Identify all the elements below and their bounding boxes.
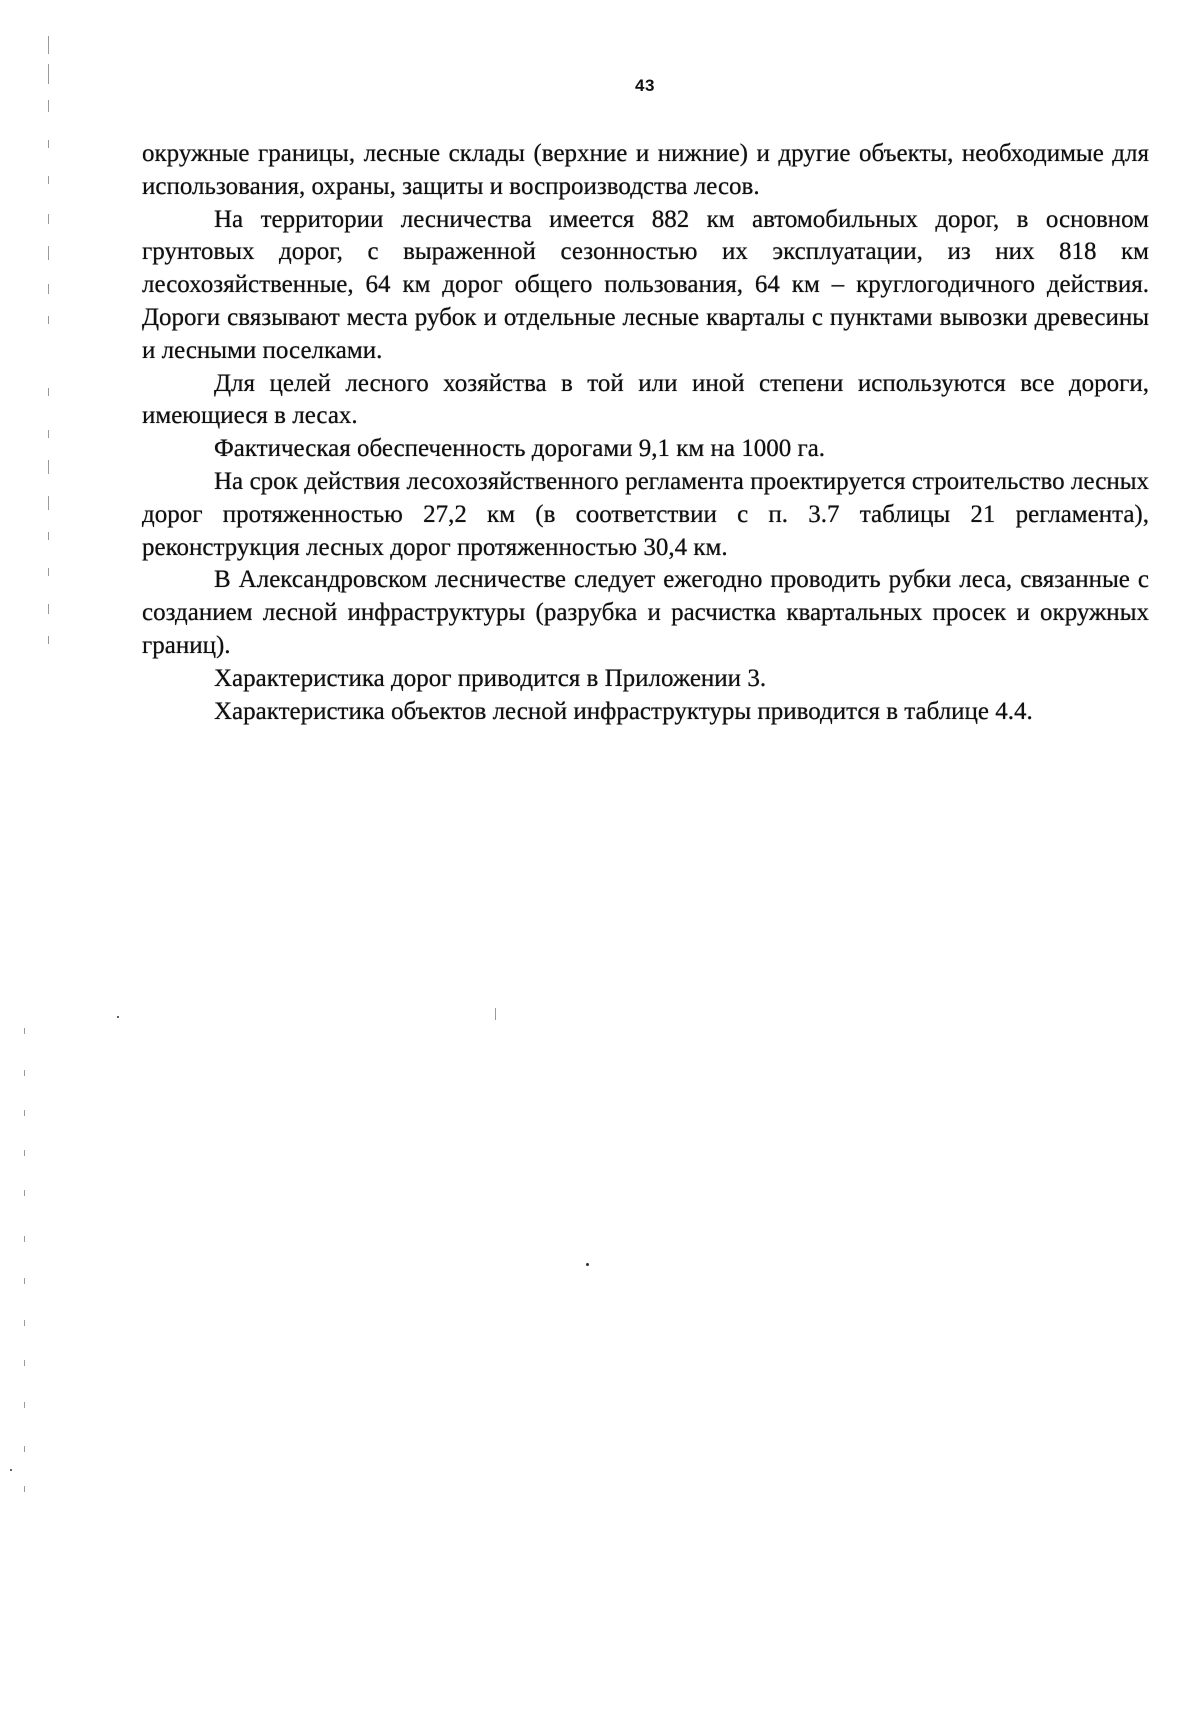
- scan-artifact: [24, 1402, 25, 1408]
- scan-artifact: [48, 388, 49, 396]
- scan-artifact: [24, 1446, 25, 1452]
- scan-artifact: [24, 1236, 25, 1242]
- scan-artifact: [48, 532, 49, 540]
- scan-artifact: [48, 284, 49, 294]
- scan-artifact: [48, 496, 49, 510]
- scan-artifact: [24, 1190, 25, 1196]
- scan-artifact: [48, 246, 49, 260]
- paragraph: На срок действия лесохозяйственного регламента проектируется строительство лесных дорог протяженностью 27,2 км (в соответствии с п. 3.7 таблицы 21 регламента), реконструкция лесных дорог протяженностью 30,4 км.: [142, 467, 1149, 561]
- scan-artifact: [24, 1110, 25, 1116]
- scan-artifact: [48, 460, 49, 474]
- scan-artifact: [24, 1486, 25, 1492]
- scan-artifact: [586, 1263, 589, 1266]
- scan-artifact: [48, 316, 49, 324]
- paragraph: Фактическая обеспеченность дорогами 9,1 км на 1000 га.: [214, 435, 826, 463]
- paragraph: окружные границы, лесные склады (верхние и нижние) и другие объекты, необходимые для использования, охраны, защиты и воспроизводства лесов.: [142, 140, 1149, 200]
- scan-artifact: [24, 1320, 25, 1326]
- scan-artifact: [24, 1028, 25, 1034]
- scan-artifact: [495, 1008, 496, 1020]
- scan-artifact: [117, 1016, 119, 1018]
- scan-artifact: [48, 36, 49, 54]
- scan-artifact: [24, 1070, 25, 1076]
- scan-artifact: [48, 636, 49, 644]
- scan-artifact: [24, 1360, 25, 1366]
- paragraph: На территории лесничества имеется 882 км автомобильных дорог, в основном грунтовых дорог, с выраженной сезонностью их эксплуатации, из них 818 км лесохозяйственные, 64 км дорог общего пользования, 64 км – круглогодичного действия. Дороги связывают места рубок и отдельные лесные кварталы с пунктами вывозки древесины и лесными поселками.: [142, 205, 1149, 364]
- scan-artifact: [48, 176, 49, 184]
- paragraph: Характеристика объектов лесной инфраструктуры приводится в таблице 4.4.: [214, 697, 1033, 725]
- scan-artifact: [48, 214, 49, 224]
- document-body: [142, 138, 1149, 728]
- paragraph: Характеристика дорог приводится в Приложении 3.: [214, 664, 767, 692]
- scan-artifact: [24, 1278, 25, 1284]
- scan-artifact: [48, 568, 49, 576]
- paragraph: Для целей лесного хозяйства в той или иной степени используются все дороги, имеющиеся в лесах.: [142, 369, 1149, 430]
- scan-artifact: [48, 430, 49, 438]
- page-number: 43: [635, 76, 655, 95]
- scan-artifact: [48, 140, 49, 148]
- paragraph: В Александровском лесничестве следует ежегодно проводить рубки леса, связанные с созданием лесной инфраструктуры (разрубка и расчистка квартальных просек и окружных границ).: [142, 566, 1149, 659]
- scan-artifact: [24, 1150, 25, 1156]
- scan-artifact: [48, 100, 49, 112]
- scan-artifact: [48, 604, 49, 614]
- scan-artifact: [10, 1469, 12, 1471]
